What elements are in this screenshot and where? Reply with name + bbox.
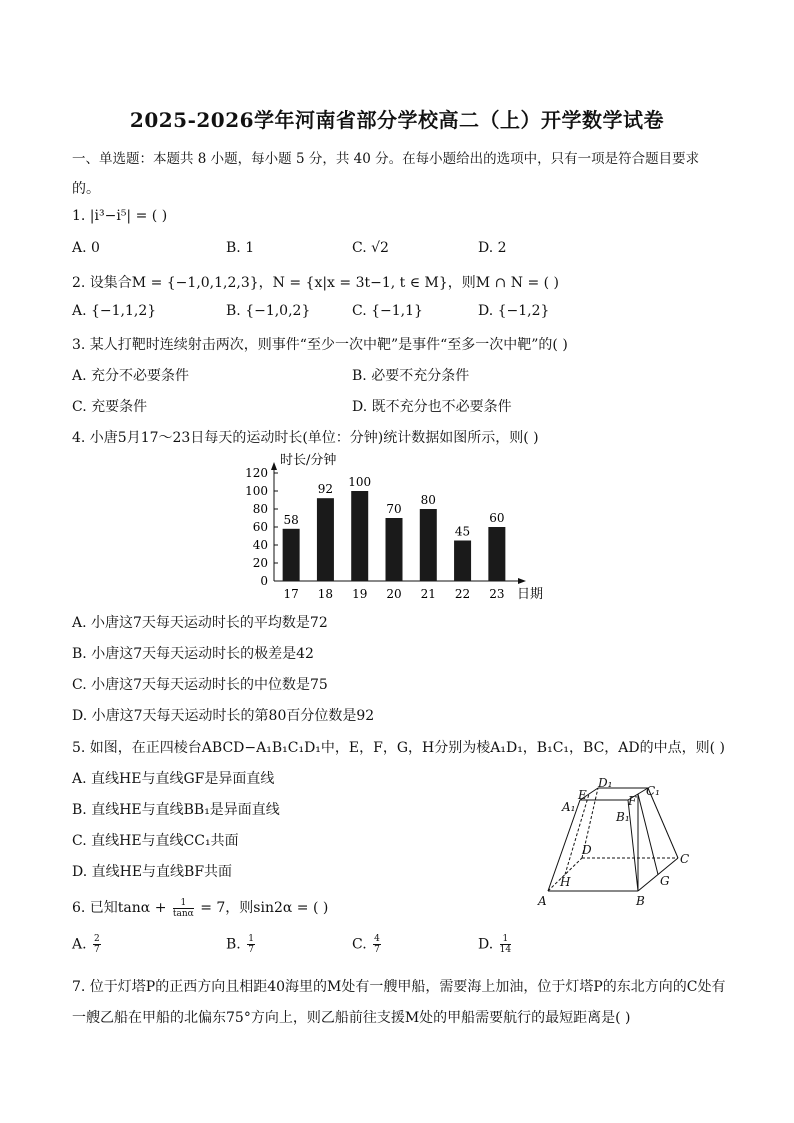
y-tick-label: 80 [252,502,268,516]
x-axis-label: 日期 [517,587,544,602]
y-tick-label: 60 [252,520,268,534]
segment-gf [638,794,658,875]
q6-option-d-label: D. [478,936,494,953]
q7-stem-line2: 一艘乙船在甲船的北偏东75°方向上，则乙船前往支援M处的甲船需要航行的最短距离是( ) [72,1010,631,1026]
q6-fraction [173,898,194,919]
section-heading: 一、单选题：本题共 8 小题，每小题 5 分，共 40 分。在每小题给出的选项中，只有一项是符合题目要求 [72,151,700,167]
x-axis-arrow [518,578,526,584]
q6-option-b-den: 7 [248,945,254,955]
bar-value-label: 80 [420,493,436,507]
q6-option-d-den: 14 [499,945,512,955]
q3-option-c: C. 充要条件 [72,399,148,415]
bar-value-label: 70 [386,502,402,516]
q5-option-c: C. 直线HE与直线CC₁共面 [72,833,239,849]
q6-option-b [226,934,257,955]
q6-stem-post: = 7，则sin2α = ( ) [200,900,329,916]
x-tick-label: 18 [317,587,334,601]
bar-value-label: 60 [489,511,505,525]
q4-option-a: A. 小唐这7天每天运动时长的平均数是72 [72,615,328,631]
q6-option-c-num: 4 [374,934,380,944]
q4-stem: 4. 小唐5月17～23日每天的运动时长(单位：分钟)统计数据如图所示，则( ) [72,430,539,446]
exam-title: 2025-2026学年河南省部分学校高二（上）开学数学试卷 [129,108,665,132]
y-axis-label: 时长/分钟 [280,453,337,468]
bar-17 [283,529,300,581]
q1-option-d: D. 2 [478,240,507,256]
y-axis-arrow [271,462,277,470]
label-b1: B₁ [616,810,630,824]
q6-option-a-label: A. [72,936,87,953]
q6-option-c-den: 7 [374,945,380,955]
q6-option-a-num: 2 [94,934,100,944]
y-tick-label: 40 [252,538,268,552]
label-e: E [578,788,587,802]
bars [283,475,506,581]
q6-option-c-label: C. [352,936,367,953]
y-ticks [245,466,278,588]
q2-option-a: A. {−1,1,2} [72,303,157,319]
label-d1: D₁ [598,776,613,790]
label-g: G [660,874,670,888]
q2-option-d: D. {−1,2} [478,303,550,319]
y-tick-label: 0 [260,574,268,588]
label-b: B [636,894,645,908]
y-tick-label: 120 [245,466,268,480]
q2-stem: 2. 设集合M = {−1,0,1,2,3}，N = {x|x = 3t−1, t ∈ M}，则M ∩ N = ( ) [72,275,560,291]
label-c1: C₁ [646,784,660,798]
y-tick-label: 20 [252,556,268,570]
bar-19 [351,491,368,581]
bar-21 [420,509,437,581]
y-tick-label: 100 [245,484,268,498]
label-c: C [680,852,690,866]
q6-option-a-frac [93,934,101,955]
q5-option-b: B. 直线HE与直线BB₁是异面直线 [72,802,280,818]
q6-stem-pre: 6. 已知tanα + [72,900,167,916]
q6-frac-den: tanα [172,908,194,919]
q6-stem [72,897,328,919]
q6-option-a-den: 7 [94,945,100,955]
q2-option-b: B. {−1,0,2} [226,303,311,319]
q6-option-c [352,934,383,955]
q5-option-d: D. 直线HE与直线BF共面 [72,864,233,880]
label-h: H [560,875,571,889]
bar-23 [488,527,505,581]
q4-option-b: B. 小唐这7天每天运动时长的极差是42 [72,646,314,662]
label-a1: A₁ [562,800,576,814]
x-tick-label: 17 [283,587,299,601]
q6-option-d-num: 1 [500,934,511,945]
x-tick-label: 19 [352,587,368,601]
q1-option-b: B. 1 [226,240,255,256]
x-tick-label: 22 [454,587,471,601]
q1-option-a: A. 0 [72,240,100,256]
q5-option-a: A. 直线HE与直线GF是异面直线 [72,771,275,787]
label-a: A [538,894,547,908]
q1-stem: 1. |i³−i⁵| = ( ) [72,208,168,224]
q3-option-d: D. 既不充分也不必要条件 [352,399,512,415]
x-tick-label: 20 [386,587,402,601]
bar-value-label: 45 [454,524,471,539]
q7-stem-line1: 7. 位于灯塔P的正西方向且相距40海里的M处有一艘甲船，需要海上加油，位于灯塔P的东北方向的C处有 [72,979,726,995]
q5-stem: 5. 如图，在正四棱台ABCD−A₁B₁C₁D₁中，E，F，G，H分别为棱A₁D₁，B₁C₁，BC，AD的中点，则( ) [72,740,725,756]
section-heading-cont: 的。 [72,181,100,197]
q4-bar-chart [228,450,558,610]
q6-option-d [478,934,513,955]
q4-option-c: C. 小唐这7天每天运动时长的中位数是75 [72,677,328,693]
q3-stem: 3. 某人打靶时连续射击两次，则事件“至少一次中靶”是事件“至多一次中靶”的( ) [72,337,568,353]
q6-option-d-frac [500,934,511,955]
q3-option-a: A. 充分不必要条件 [72,368,190,384]
q3-option-b: B. 必要不充分条件 [352,368,470,384]
bar-20 [386,518,403,581]
frustum-svg [530,775,700,910]
q6-option-b-label: B. [226,936,241,953]
bar-chart-svg [228,450,558,610]
q6-option-b-num: 1 [248,934,254,944]
bar-value-label: 100 [348,475,372,489]
q6-frac-num: 1 [173,898,194,909]
label-f: F [628,794,637,808]
q1-option-c: C. √2 [352,240,389,256]
edge-cc1 [648,788,678,858]
bar-22 [454,541,471,582]
frustum-figure [530,775,700,910]
x-ticks [284,587,505,601]
q6-option-a [72,934,103,955]
bar-18 [317,498,334,581]
bar-value-label: 92 [317,482,334,497]
q6-option-c-frac [373,934,381,955]
label-d: D [582,843,592,857]
bar-value-label: 58 [283,512,299,527]
q2-option-c: C. {−1,1} [352,303,423,319]
q4-option-d: D. 小唐这7天每天运动时长的第80百分位数是92 [72,708,375,724]
x-tick-label: 23 [489,587,505,601]
q6-option-b-frac [247,934,255,955]
x-tick-label: 21 [420,587,436,601]
